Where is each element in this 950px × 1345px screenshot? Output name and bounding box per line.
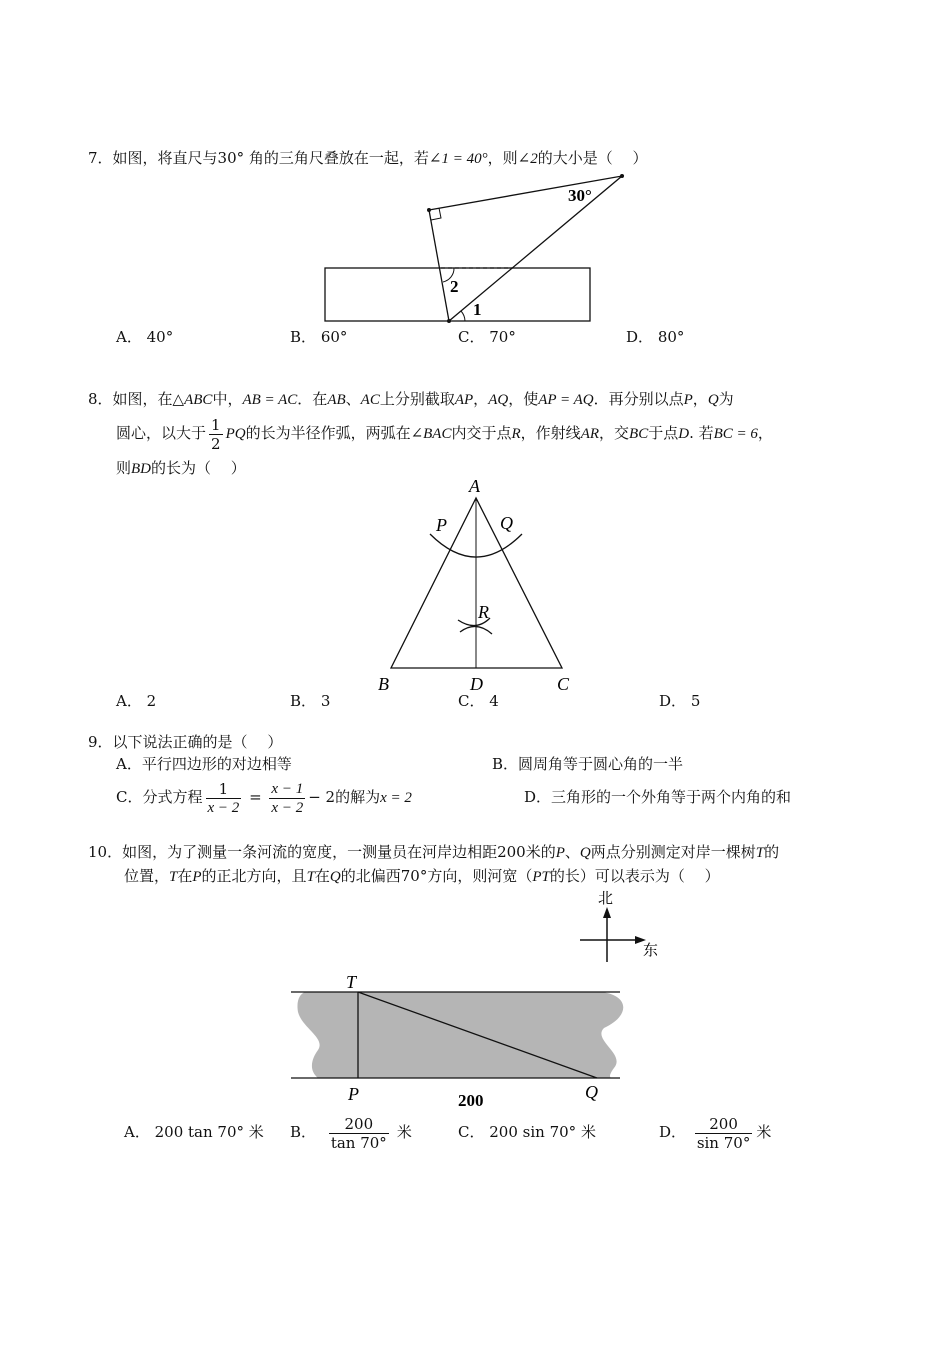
- q8-var: ABC: [184, 392, 213, 408]
- q8-var: P: [683, 392, 693, 408]
- option-letter: C．: [458, 692, 485, 710]
- q10-text: 的正北方向，且: [201, 867, 307, 885]
- label-Q: Q: [500, 513, 513, 533]
- q7-text: ，则: [487, 149, 518, 167]
- option-value: 80°: [657, 328, 685, 346]
- q8-var: AQ: [488, 392, 509, 408]
- option-value: 40°: [146, 328, 174, 346]
- q7-text: 如图，将直尺与30° 角的三角尺叠放在一起，若: [112, 149, 429, 167]
- east-label: 东: [643, 943, 659, 959]
- q7-angle1: ∠1 = 40°: [428, 151, 488, 167]
- q7-angle2: ∠2: [517, 151, 538, 167]
- q10-text: 位置，: [124, 867, 170, 885]
- q10-option-a[interactable]: [124, 1122, 264, 1142]
- q10-var: T: [755, 845, 765, 861]
- frac-den: 2: [211, 434, 221, 453]
- q10-number: 10．: [88, 843, 123, 861]
- q8-var: BC: [629, 426, 649, 442]
- option-letter: B．: [290, 692, 317, 710]
- option-letter: A．: [116, 692, 142, 710]
- label-30: 30°: [568, 186, 592, 205]
- q8-text: 内交于点: [451, 424, 512, 442]
- q8-text: ，作射线: [520, 424, 581, 442]
- option-letter: C．: [458, 1123, 485, 1141]
- q8-text: 于点: [648, 424, 679, 442]
- label-D: D: [470, 674, 483, 694]
- frac-num: x − 1: [271, 780, 304, 797]
- q8-var: PQ: [225, 426, 246, 442]
- option-fraction: [329, 1115, 389, 1152]
- option-value: 4: [489, 692, 499, 710]
- q10-text: 如图，为了测量一条河流的宽度，一测量员在河岸边相距200米的: [122, 843, 556, 861]
- q8-var: ∠BAC: [410, 426, 452, 442]
- label-T: T: [346, 972, 357, 992]
- q10-var: Q: [579, 845, 591, 861]
- option-unit: 米: [396, 1123, 412, 1141]
- q8-text: 的长为（ ）: [151, 459, 246, 477]
- q8-text: 中，: [212, 390, 243, 408]
- q10-text: 的北偏西70°方向，则河宽（: [340, 867, 533, 885]
- option-value: 2: [146, 692, 157, 710]
- q8-text: ．再分别以点: [593, 390, 684, 408]
- q10-var: T: [306, 869, 315, 885]
- option-letter: A．: [124, 1123, 150, 1141]
- q8-var: BD: [131, 461, 152, 477]
- q10-var: Q: [329, 869, 341, 885]
- option-value: 3: [320, 692, 331, 710]
- frac-num: 1: [206, 780, 242, 799]
- option-value: 70°: [489, 328, 516, 346]
- q7-number: 7．: [88, 149, 113, 167]
- q8-text: 则: [116, 459, 132, 477]
- option-text: 圆周角等于圆心角的一半: [518, 755, 684, 773]
- q8-var: AR: [580, 426, 600, 442]
- option-text: 的解为: [335, 788, 381, 806]
- q10-var: P: [555, 845, 565, 861]
- q8-var: AB: [327, 392, 346, 408]
- q8-var: AB = AC: [242, 392, 298, 408]
- north-label: 北: [598, 891, 614, 907]
- label-Q: Q: [585, 1082, 598, 1102]
- q8-var: AP = AQ: [538, 392, 594, 408]
- q8-text: 圆心，以大于: [116, 424, 207, 442]
- q8-text: ，: [692, 390, 708, 408]
- river-area: [297, 992, 623, 1078]
- q7-text: 的大小是（ ）: [537, 149, 648, 167]
- q8-text: ，: [757, 424, 773, 442]
- q8-var: AP: [454, 392, 474, 408]
- option-unit: 米: [756, 1123, 772, 1141]
- q9-number: 9．: [88, 733, 113, 751]
- q10-text: 两点分别测定对岸一棵树: [590, 843, 756, 861]
- q8-var: AC: [360, 392, 380, 408]
- q8-var: D: [678, 426, 690, 442]
- frac-num: 200: [695, 1115, 753, 1134]
- q8-text: 、: [345, 390, 361, 408]
- label-R: R: [478, 602, 489, 622]
- option-letter: D．: [659, 1123, 687, 1141]
- option-text: − 2: [308, 788, 336, 806]
- q8-text: 上分别截取: [379, 390, 455, 408]
- option-value: 60°: [320, 328, 348, 346]
- option-fraction: [695, 1115, 753, 1152]
- option-value: 5: [690, 692, 701, 710]
- frac-den: sin 70°: [696, 1133, 751, 1152]
- frac-den: x − 2: [207, 799, 240, 816]
- q10-text: 、: [564, 843, 580, 861]
- q8-var: Q: [707, 392, 719, 408]
- frac-den: x − 2: [271, 799, 304, 816]
- option-letter: D．: [626, 328, 654, 346]
- q8-text: . 若: [689, 424, 714, 442]
- option-letter: C．: [116, 788, 143, 806]
- label-P: P: [348, 1084, 359, 1104]
- option-unit: 米: [248, 1123, 264, 1141]
- frac-num: 1: [211, 415, 221, 434]
- frac-den: tan 70°: [330, 1133, 387, 1152]
- option-letter: B．: [492, 755, 519, 773]
- q8-text: ．在: [297, 390, 328, 408]
- q8-text: ，: [473, 390, 489, 408]
- q8-var: BC = 6: [713, 426, 758, 442]
- option-letter: D．: [659, 692, 687, 710]
- q10-option-b[interactable]: [290, 1110, 412, 1154]
- label-200: 200: [458, 1091, 484, 1110]
- option-text: 平行四边形的对边相等: [141, 755, 292, 773]
- label-A: A: [469, 476, 480, 496]
- label-1: 1: [473, 300, 482, 319]
- q8-number: 8．: [88, 390, 113, 408]
- q8-text: 如图，在△: [112, 390, 185, 408]
- q10-text: 的长）可以表示为（ ）: [549, 867, 720, 885]
- frac-num: 200: [329, 1115, 389, 1134]
- q9-text: 以下说法正确的是（ ）: [112, 733, 283, 751]
- label-C: C: [557, 674, 570, 694]
- option-unit: 米: [580, 1123, 596, 1141]
- q10-option-d[interactable]: [659, 1110, 771, 1154]
- option-letter: A．: [116, 755, 142, 773]
- q8-text: ，交: [599, 424, 630, 442]
- q10-var: T: [169, 869, 178, 885]
- option-text: 分式方程: [142, 788, 203, 806]
- label-P: P: [436, 515, 447, 535]
- q8-text: 为: [718, 390, 734, 408]
- q8-text: ，使: [508, 390, 539, 408]
- north-arrow-icon: [603, 907, 611, 918]
- q8-var: R: [511, 426, 521, 442]
- q10-var: PT: [532, 869, 550, 885]
- option-letter: A．: [116, 328, 142, 346]
- option-letter: B．: [290, 1123, 317, 1141]
- q10-text: 在: [177, 867, 193, 885]
- option-letter: D．: [524, 788, 552, 806]
- label-B: B: [378, 674, 389, 694]
- option-expr: 200 tan 70°: [154, 1123, 245, 1141]
- q10-text: 在: [314, 867, 330, 885]
- q10-var: P: [192, 869, 202, 885]
- label-2: 2: [450, 277, 459, 296]
- option-letter: C．: [458, 328, 485, 346]
- q10-text: 的: [764, 843, 780, 861]
- equals-sign: =: [249, 788, 262, 806]
- option-text: 三角形的一个外角等于两个内角的和: [551, 788, 792, 806]
- option-letter: B．: [290, 328, 317, 346]
- q8-text: 的长为半径作弧，两弧在: [245, 424, 411, 442]
- option-expr: 200 sin 70°: [489, 1123, 577, 1141]
- q10-option-c[interactable]: [458, 1122, 596, 1142]
- solution: x = 2: [380, 790, 412, 806]
